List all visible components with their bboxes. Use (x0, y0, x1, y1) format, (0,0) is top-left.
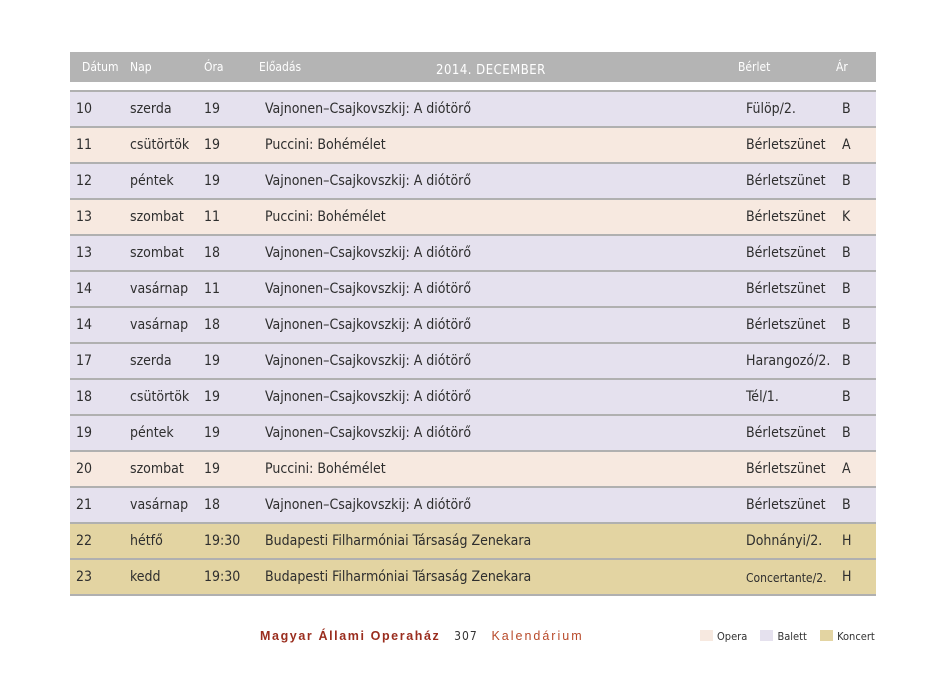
row-performance: Puccini: Bohémélet (265, 461, 386, 477)
row-performance: Vajnonen–Csajkovszkij: A diótörő (265, 425, 472, 441)
row-day: vasárnap (130, 497, 189, 513)
row-berlet: Bérletszünet (746, 245, 826, 261)
row-price: B (842, 101, 851, 117)
row-performance: Vajnonen–Csajkovszkij: A diótörő (265, 389, 472, 405)
row-time: 19:30 (204, 569, 241, 585)
header-day: Nap (130, 60, 152, 74)
row-date: 22 (76, 533, 93, 549)
row-date: 21 (76, 497, 93, 513)
table-body (70, 92, 876, 596)
row-date: 17 (76, 353, 93, 369)
row-berlet: Bérletszünet (746, 281, 826, 297)
row-day: kedd (130, 569, 161, 585)
row-berlet: Dohnányi/2. (746, 533, 823, 549)
schedule-table (70, 52, 876, 596)
table-row (70, 128, 876, 164)
table-row (70, 452, 876, 488)
row-time: 11 (204, 281, 221, 297)
row-price: B (842, 497, 851, 513)
row-date: 20 (76, 461, 93, 477)
header-gap (70, 82, 876, 92)
row-performance: Puccini: Bohémélet (265, 209, 386, 225)
row-performance: Vajnonen–Csajkovszkij: A diótörő (265, 281, 472, 297)
row-performance: Vajnonen–Csajkovszkij: A diótörő (265, 101, 472, 117)
table-row (70, 560, 876, 596)
row-price: B (842, 353, 851, 369)
table-row (70, 488, 876, 524)
row-date: 14 (76, 281, 93, 297)
header-date: Dátum (82, 60, 119, 74)
row-time: 19 (204, 353, 221, 369)
row-price: A (842, 461, 851, 477)
row-performance: Vajnonen–Csajkovszkij: A diótörő (265, 245, 472, 261)
legend-concert-label: Koncert (837, 630, 875, 643)
row-performance: Vajnonen–Csajkovszkij: A diótörő (265, 317, 472, 333)
row-performance: Budapesti Filharmóniai Társaság Zenekara (265, 569, 532, 585)
row-time: 19 (204, 137, 221, 153)
row-price: H (842, 569, 852, 585)
header-price: Ár (836, 60, 848, 74)
row-day: péntek (130, 425, 174, 441)
header-berlet: Bérlet (738, 60, 771, 74)
legend-ballet (760, 630, 806, 643)
legend-concert (820, 630, 875, 643)
row-time: 18 (204, 245, 221, 261)
row-price: H (842, 533, 852, 549)
row-time: 11 (204, 209, 221, 225)
row-price: B (842, 317, 851, 333)
table-header (70, 52, 876, 82)
row-day: szombat (130, 461, 184, 477)
footer-section: Kalendárium (491, 629, 584, 643)
row-berlet: Fülöp/2. (746, 101, 796, 117)
row-day: vasárnap (130, 281, 189, 297)
row-date: 14 (76, 317, 93, 333)
row-date: 13 (76, 245, 93, 261)
row-time: 18 (204, 317, 221, 333)
row-day: szerda (130, 101, 172, 117)
row-date: 18 (76, 389, 93, 405)
table-row (70, 164, 876, 200)
row-time: 19:30 (204, 533, 241, 549)
row-berlet: Bérletszünet (746, 497, 826, 513)
row-date: 19 (76, 425, 93, 441)
row-day: péntek (130, 173, 174, 189)
row-berlet: Harangozó/2. (746, 353, 831, 369)
legend (700, 630, 885, 643)
table-row (70, 524, 876, 560)
row-price: K (842, 209, 851, 225)
row-day: szombat (130, 245, 184, 261)
footer-title: Magyar Állami Operaház (260, 629, 441, 643)
page-footer (260, 629, 584, 644)
table-row (70, 272, 876, 308)
row-day: vasárnap (130, 317, 189, 333)
row-day: csütörtök (130, 389, 190, 405)
legend-opera-label: Opera (717, 630, 748, 643)
row-berlet: Bérletszünet (746, 317, 826, 333)
row-day: szerda (130, 353, 172, 369)
table-row (70, 308, 876, 344)
table-row (70, 92, 876, 128)
row-price: A (842, 137, 851, 153)
row-berlet: Tél/1. (746, 389, 779, 405)
row-time: 19 (204, 461, 221, 477)
row-day: szombat (130, 209, 184, 225)
row-date: 11 (76, 137, 93, 153)
row-time: 19 (204, 101, 221, 117)
header-performance: Előadás (259, 60, 302, 74)
row-berlet: Bérletszünet (746, 209, 826, 225)
legend-opera-swatch (700, 630, 713, 641)
row-price: B (842, 389, 851, 405)
row-time: 19 (204, 425, 221, 441)
row-time: 19 (204, 173, 221, 189)
row-date: 10 (76, 101, 93, 117)
row-date: 13 (76, 209, 93, 225)
legend-opera (700, 630, 747, 643)
row-date: 12 (76, 173, 93, 189)
row-time: 19 (204, 389, 221, 405)
header-time: Óra (204, 60, 224, 74)
row-performance: Vajnonen–Csajkovszkij: A diótörő (265, 173, 472, 189)
table-row (70, 344, 876, 380)
row-day: csütörtök (130, 137, 190, 153)
row-performance: Vajnonen–Csajkovszkij: A diótörő (265, 353, 472, 369)
table-row (70, 380, 876, 416)
row-price: B (842, 425, 851, 441)
row-berlet: Bérletszünet (746, 461, 826, 477)
row-price: B (842, 245, 851, 261)
legend-ballet-swatch (760, 630, 773, 641)
row-date: 23 (76, 569, 93, 585)
row-performance: Budapesti Filharmóniai Társaság Zenekara (265, 533, 532, 549)
row-berlet: Bérletszünet (746, 173, 826, 189)
row-price: B (842, 281, 851, 297)
legend-concert-swatch (820, 630, 833, 641)
row-performance: Vajnonen–Csajkovszkij: A diótörő (265, 497, 472, 513)
header-month: 2014. DECEMBER (436, 63, 546, 78)
row-berlet: Bérletszünet (746, 137, 826, 153)
row-performance: Puccini: Bohémélet (265, 137, 386, 153)
row-price: B (842, 173, 851, 189)
row-time: 18 (204, 497, 221, 513)
legend-ballet-label: Balett (777, 630, 807, 643)
table-row (70, 236, 876, 272)
table-row (70, 200, 876, 236)
table-row (70, 416, 876, 452)
row-day: hétfő (130, 533, 163, 549)
row-berlet: Bérletszünet (746, 425, 826, 441)
row-berlet: Concertante/2. (746, 571, 827, 585)
page-number: 307 (454, 629, 478, 643)
